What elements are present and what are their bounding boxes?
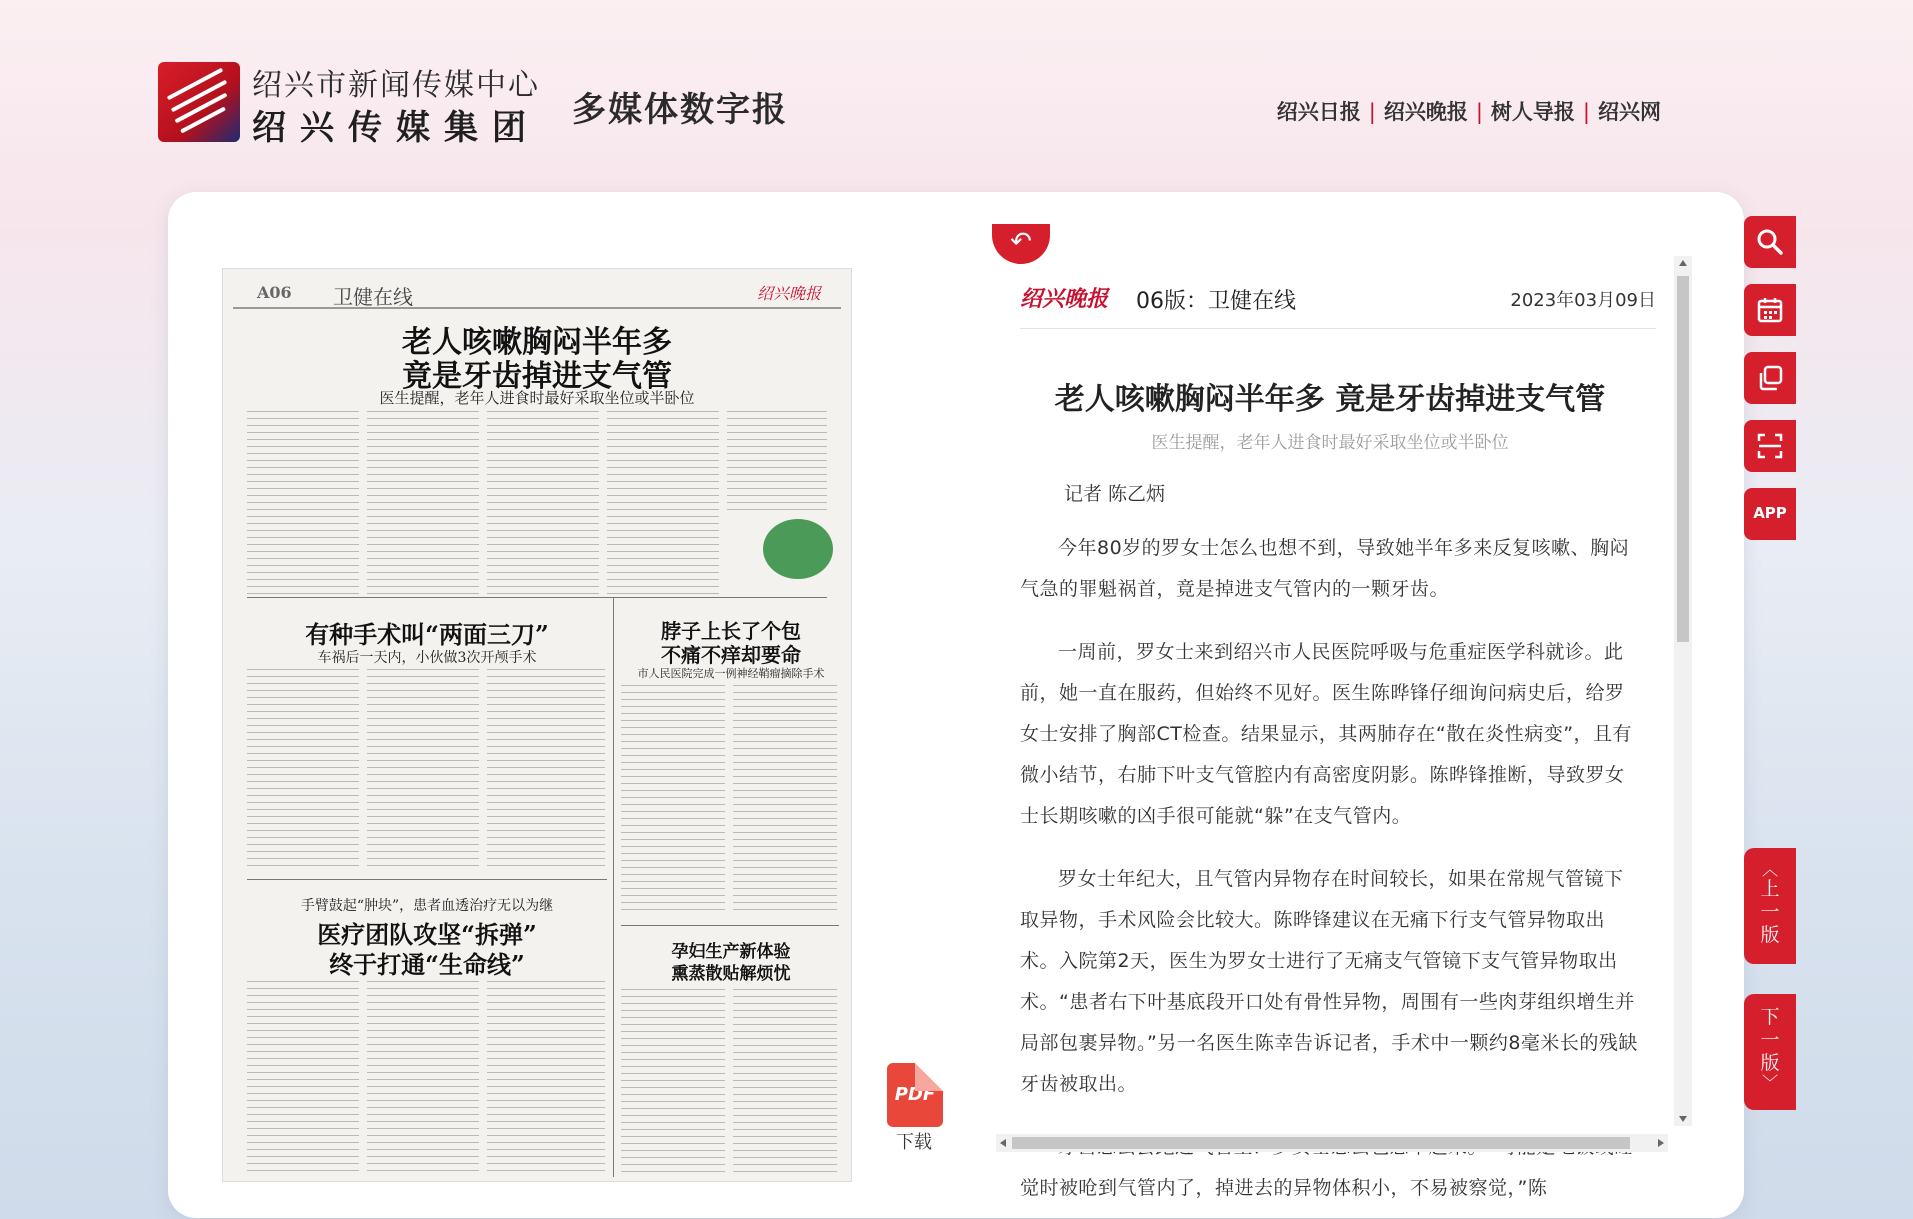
story4-kicker: 手臂鼓起“肿块”，患者血透治疗无以为继 [300,898,554,914]
next-page-label-2: 一 [1760,1029,1780,1051]
site-header [0,0,1913,150]
article-paragraph: 一周前，罗女士来到绍兴市人民医院呼吸与危重症医学科就诊。此前，她一直在服药，但始终不见好。医生陈晔锋仔细询问病史后，给罗女士安排了胸部CT检查。结果显示，其两肺存在“散在炎性病变”，且有微小结节，右肺下叶支气管腔内有高密度阴影。陈晔锋推断，导致罗女士长期咳嗽的凶手很可能就“躲”在支气管内。 [1020,641,1633,827]
page-section: 卫健在线 [333,285,413,309]
return-icon: ↶ [1010,227,1032,257]
calendar-icon [1756,296,1784,324]
health-badge-icon [763,519,833,579]
nav-link-shaoxing-evening[interactable]: 绍兴晚报 [1383,100,1468,124]
app-button[interactable] [1744,488,1796,540]
article-paragraph: 罗女士年纪大，且气管内异物存在时间较长，如果在常规气管镜下取异物，手术风险会比较大。陈晔锋建议在无痛下行支气管异物取出术。入院第2天，医生为罗女士进行了无痛支气管镜下支气管异物取出术。“患者右下叶基底段开口处有骨性异物，周围有一些肉芽组织增生并局部包裹异物。”另一名医生陈幸告诉记者，手术中一颗约8毫米长的残缺牙齿被取出。 [1020,868,1638,1095]
next-page-label-1: 下 [1760,1006,1780,1028]
chevron-up-icon: ︿ [1761,860,1778,879]
nav-separator: | [1582,100,1590,124]
page-masthead [233,277,841,309]
next-page-label-3: 版 [1760,1052,1780,1074]
story1-title-line1[interactable]: 老人咳嗽胸闷半年多 [402,325,672,360]
story5-title-line2[interactable]: 熏蒸散贴解烦忧 [671,964,791,984]
story4-title-line2[interactable]: 终于打通“生命线” [329,950,525,979]
media-group-logo[interactable] [158,62,240,142]
story1-text-col [607,411,719,597]
story3-title-line1[interactable]: 脖子上长了个包 [661,619,801,643]
nav-link-shaoxing-net[interactable]: 绍兴网 [1598,100,1661,124]
scroll-up-icon[interactable] [1679,260,1687,266]
scan-button[interactable] [1744,420,1796,472]
story2-title[interactable]: 有种手术叫“两面三刀” [305,620,549,649]
pdf-download-icon[interactable]: PDF [887,1063,943,1127]
rule [621,925,839,926]
page-paper-logo: 绍兴晚报 [756,284,821,303]
article-paragraph: 觉时被呛到气管内了，掉进去的异物体积小，不易被察觉，”陈 [1020,1177,1548,1199]
nav-separator: | [1475,100,1483,124]
prev-page-label-3: 版 [1760,924,1780,946]
article-edition: 06版：卫健在线 [1136,289,1296,314]
rule [247,597,827,598]
article-paragraph: 今年80岁的罗女士怎么也想不到，导致她半年多来反复咳嗽、胸闷气急的罪魁祸首，竟是掉进支气管内的一颗牙齿。 [1020,537,1630,600]
article-vertical-scrollbar[interactable] [1674,256,1692,1126]
app-icon: APP [1753,504,1787,522]
copy-icon [1756,364,1784,392]
scan-icon [1756,432,1784,460]
search-button[interactable] [1744,216,1796,268]
story4-text-col [367,981,479,1177]
scroll-down-icon[interactable] [1679,1116,1687,1122]
story4-text-col [487,981,605,1177]
pdf-download-label[interactable]: 下载 [896,1132,932,1153]
scroll-left-icon[interactable] [1000,1139,1006,1147]
prev-page-label-2: 一 [1760,901,1780,923]
nav-link-shuren-guide[interactable]: 树人导报 [1490,100,1575,124]
rule [613,597,614,1177]
copy-button[interactable] [1744,352,1796,404]
article-horizontal-scrollbar[interactable] [996,1134,1668,1152]
prev-page-label-1: 上 [1760,878,1780,900]
search-icon [1756,228,1784,256]
nav-link-shaoxing-daily[interactable]: 绍兴日报 [1276,100,1361,124]
site-title: 多媒体数字报 [572,90,788,130]
calendar-button[interactable] [1744,284,1796,336]
article-date: 2023年03月09日 [1510,290,1656,311]
prev-page-button[interactable] [1744,848,1796,964]
story2-text-col [367,669,479,869]
scrollbar-thumb[interactable] [1012,1137,1630,1149]
scrollbar-thumb[interactable] [1677,276,1689,642]
story2-subtitle: 车祸后一天内，小伙做3次开颅手术 [317,650,537,666]
story1-text-col [727,411,827,511]
story1-title-line2[interactable]: 竟是牙齿掉进支气管 [402,359,672,394]
article-header [1020,280,1656,329]
rule [247,879,607,880]
story4-text-col [247,981,359,1177]
scroll-right-icon[interactable] [1658,1139,1664,1147]
article-byline: 记者 陈乙炳 [1064,483,1166,505]
page-number: A06 [257,283,292,302]
story2-text-col [247,669,359,869]
story3-subtitle: 市人民医院完成一例神经鞘瘤摘除手术 [637,667,825,680]
article-subtitle: 医生提醒，老年人进食时最好采取坐位或半卧位 [1151,433,1509,453]
story2-text-col [487,669,605,869]
newspaper-page-image[interactable] [222,268,852,1182]
story3-text-col [733,685,837,915]
article-paper-logo: 绍兴晚报 [1020,286,1109,312]
group-name: 绍兴传媒集团 [252,108,540,148]
story4-title-line1[interactable]: 医疗团队攻坚“拆弹” [317,920,537,949]
top-nav [1277,96,1661,126]
story3-text-col [621,685,725,915]
org-name: 绍兴市新闻传媒中心 [252,68,540,103]
story1-text-col [487,411,599,597]
story5-text-col [733,989,837,1177]
story3-title-line2[interactable]: 不痛不痒却要命 [661,643,801,667]
article-title: 老人咳嗽胸闷半年多 竟是牙齿掉进支气管 [1054,382,1606,417]
next-page-button[interactable] [1744,994,1796,1110]
article-body[interactable] [1020,348,1640,1199]
story5-text-col [621,989,725,1177]
story1-subtitle: 医生提醒，老年人进食时最好采取坐位或半卧位 [379,389,695,407]
chevron-down-icon: ﹀ [1761,1073,1778,1092]
story5-title-line1[interactable]: 孕妇生产新体验 [671,942,791,962]
story1-text-col [367,411,479,597]
story1-text-col [247,411,359,597]
nav-separator: | [1368,100,1376,124]
